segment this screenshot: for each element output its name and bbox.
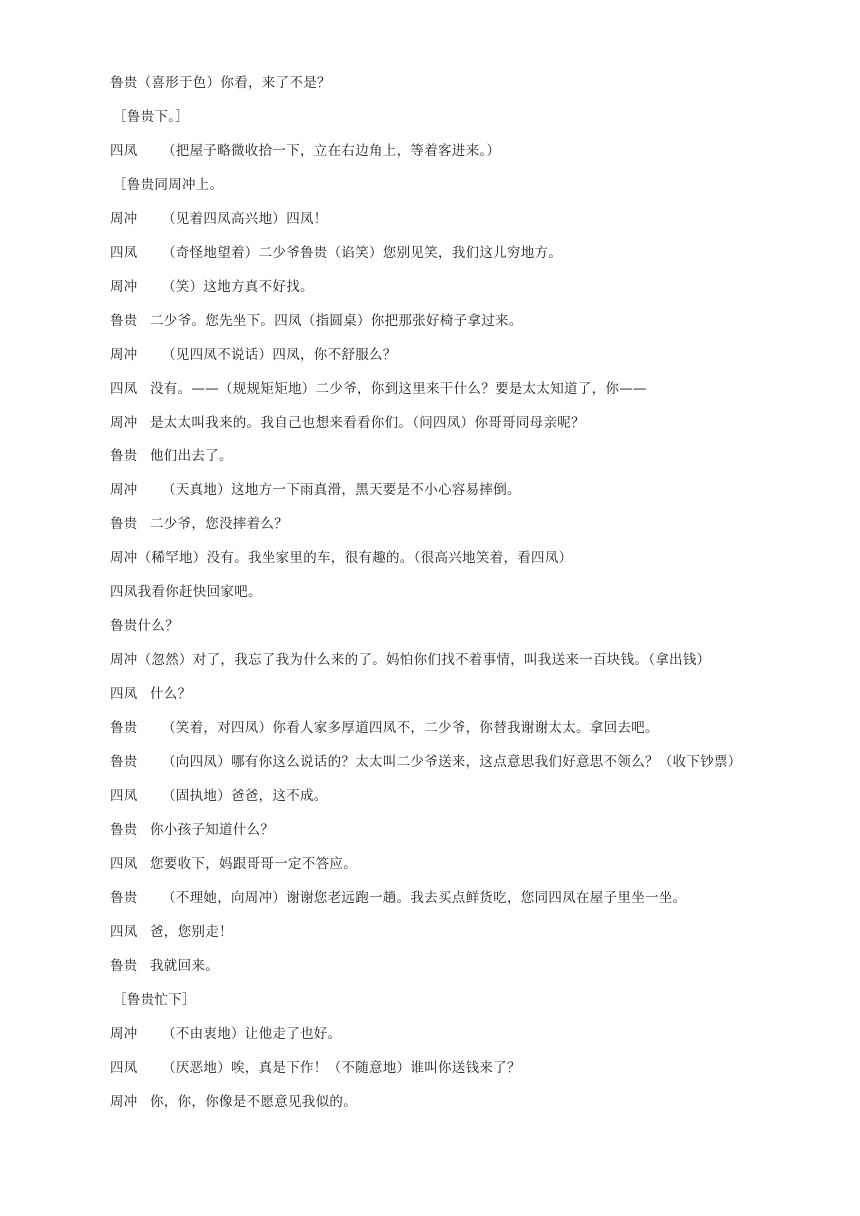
speaker-name: 鲁贵 (110, 618, 138, 635)
dialogue-line (110, 481, 521, 499)
dialogue-text: （见四凤不说话）四凤，你不舒服么？ (162, 346, 397, 363)
dialogue-line (110, 447, 233, 465)
dialogue-text: 我看你赶快回家吧。 (137, 584, 262, 601)
stage-direction (113, 176, 223, 194)
dialogue-text: （固执地）爸爸，这不成。 (162, 787, 328, 804)
stage-direction-text: ［鲁贵同周冲上。 (113, 176, 224, 193)
dialogue-text: 我就回来。 (150, 957, 219, 974)
dialogue-text: （天真地）这地方一下雨真滑，黑天要是不小心容易摔倒。 (162, 482, 521, 499)
dialogue-text: 爸，您别走！ (150, 923, 233, 940)
dialogue-line (110, 855, 357, 873)
dialogue-line (110, 74, 331, 92)
dialogue-text: （向四凤）哪有你这么说话的？太太叫二少爷送来，这点意思我们好意思不领么？（收下钞票） (162, 754, 742, 770)
dialogue-line (110, 244, 562, 262)
dialogue-line (110, 380, 647, 398)
dialogue-line (110, 821, 274, 839)
speaker-name: 鲁贵 (110, 821, 138, 838)
dialogue-text: （喜形于色）你看，来了不是？ (137, 75, 331, 91)
dialogue-line (110, 346, 397, 364)
dialogue-text: 他们出去了。 (150, 448, 233, 465)
dialogue-line (110, 787, 328, 805)
speaker-name: 鲁贵 (110, 720, 138, 737)
speaker-name: 四凤 (110, 686, 138, 703)
dialogue-text: 什么？ (137, 618, 180, 635)
speaker-name: 四凤 (110, 787, 138, 804)
dialogue-text: （厌恶地）唉，真是下作！（不随意地）谁叫你送钱来了？ (162, 1059, 521, 1076)
speaker-name: 周冲 (110, 278, 138, 295)
dialogue-text: （忽然）对了，我忘了我为什么来的了。妈怕你们找不着事情，叫我送来一百块钱。（拿出钱） (137, 652, 711, 669)
dialogue-text: （见着四凤高兴地）四凤！ (162, 210, 328, 227)
speaker-name: 四凤 (110, 584, 138, 601)
dialogue-line (110, 312, 523, 330)
stage-direction (113, 108, 189, 126)
dialogue-text: 没有。——（规规矩矩地）二少爷，你到这里来干什么？要是太太知道了，你—— (150, 380, 647, 397)
dialogue-line (110, 1093, 357, 1111)
dialogue-text: 您要收下，妈跟哥哥一定不答应。 (150, 855, 357, 872)
dialogue-line (110, 515, 288, 533)
stage-direction (113, 991, 196, 1009)
dialogue-text: （笑）这地方真不好找。 (162, 278, 314, 295)
speaker-name: 四凤 (110, 923, 138, 940)
speaker-name: 周冲 (110, 652, 138, 669)
dialogue-text: （不理她，向周冲）谢谢您老远跑一趟。我去买点鲜货吃，您同四凤在屋子里坐一坐。 (162, 889, 687, 906)
dialogue-line (110, 549, 572, 567)
dialogue-text: 二少爷，您没摔着么？ (150, 516, 288, 533)
dialogue-text: 什么？ (150, 686, 192, 703)
speaker-name: 周冲 (110, 1093, 138, 1110)
dialogue-line (110, 957, 219, 975)
dialogue-line (110, 685, 191, 703)
dialogue-line (110, 1025, 341, 1043)
speaker-name: 周冲 (110, 1025, 138, 1042)
speaker-name: 周冲 (110, 414, 138, 431)
speaker-name: 四凤 (110, 1059, 138, 1076)
dialogue-line (110, 889, 686, 907)
speaker-name: 鲁贵 (110, 312, 138, 329)
dialogue-line (110, 753, 742, 771)
speaker-name: 周冲 (110, 210, 138, 227)
stage-direction-text: ［鲁贵下。］ (113, 108, 190, 125)
dialogue-line (110, 414, 585, 432)
dialogue-line (110, 923, 233, 941)
dialogue-line (110, 278, 314, 296)
speaker-name: 鲁贵 (110, 889, 138, 906)
speaker-name: 鲁贵 (110, 754, 138, 770)
speaker-name: 鲁贵 (110, 516, 138, 533)
dialogue-line (110, 142, 500, 160)
speaker-name: 周冲 (110, 346, 138, 363)
dialogue-text: 你，你，你像是不愿意见我似的。 (150, 1093, 357, 1110)
stage-direction-text: ［鲁贵忙下］ (113, 991, 196, 1008)
dialogue-line (110, 210, 328, 228)
speaker-name: 鲁贵 (110, 75, 138, 91)
speaker-name: 四凤 (110, 855, 138, 872)
dialogue-text: （不由衷地）让他走了也好。 (162, 1025, 342, 1042)
dialogue-line (110, 1059, 521, 1077)
speaker-name: 周冲 (110, 482, 138, 499)
dialogue-text: 是太太叫我来的。我自己也想来看看你们。（问四凤）你哥哥同母亲呢？ (150, 414, 585, 431)
dialogue-line (110, 617, 179, 635)
dialogue-text: （稀罕地）没有。我坐家里的车，很有趣的。（很高兴地笑着，看四凤） (137, 550, 573, 567)
dialogue-text: 二少爷。您先坐下。四凤（指圆桌）你把那张好椅子拿过来。 (150, 312, 523, 329)
speaker-name: 鲁贵 (110, 448, 138, 465)
dialogue-line (110, 719, 659, 737)
dialogue-text: （把屋子略微收拾一下，立在右边角上，等着客进来。） (162, 142, 501, 159)
dialogue-line (110, 651, 710, 669)
speaker-name: 周冲 (110, 550, 138, 567)
speaker-name: 四凤 (110, 142, 138, 159)
dialogue-text: （奇怪地望着）二少爷鲁贵（谄笑）您别见笑，我们这儿穷地方。 (162, 244, 563, 261)
speaker-name: 四凤 (110, 244, 138, 261)
dialogue-text: 你小孩子知道什么？ (150, 821, 275, 838)
speaker-name: 四凤 (110, 380, 138, 397)
dialogue-text: （笑着，对四凤）你看人家多厚道四凤不，二少爷，你替我谢谢太太。拿回去吧。 (162, 720, 659, 737)
dialogue-line (110, 583, 262, 601)
speaker-name: 鲁贵 (110, 957, 138, 974)
